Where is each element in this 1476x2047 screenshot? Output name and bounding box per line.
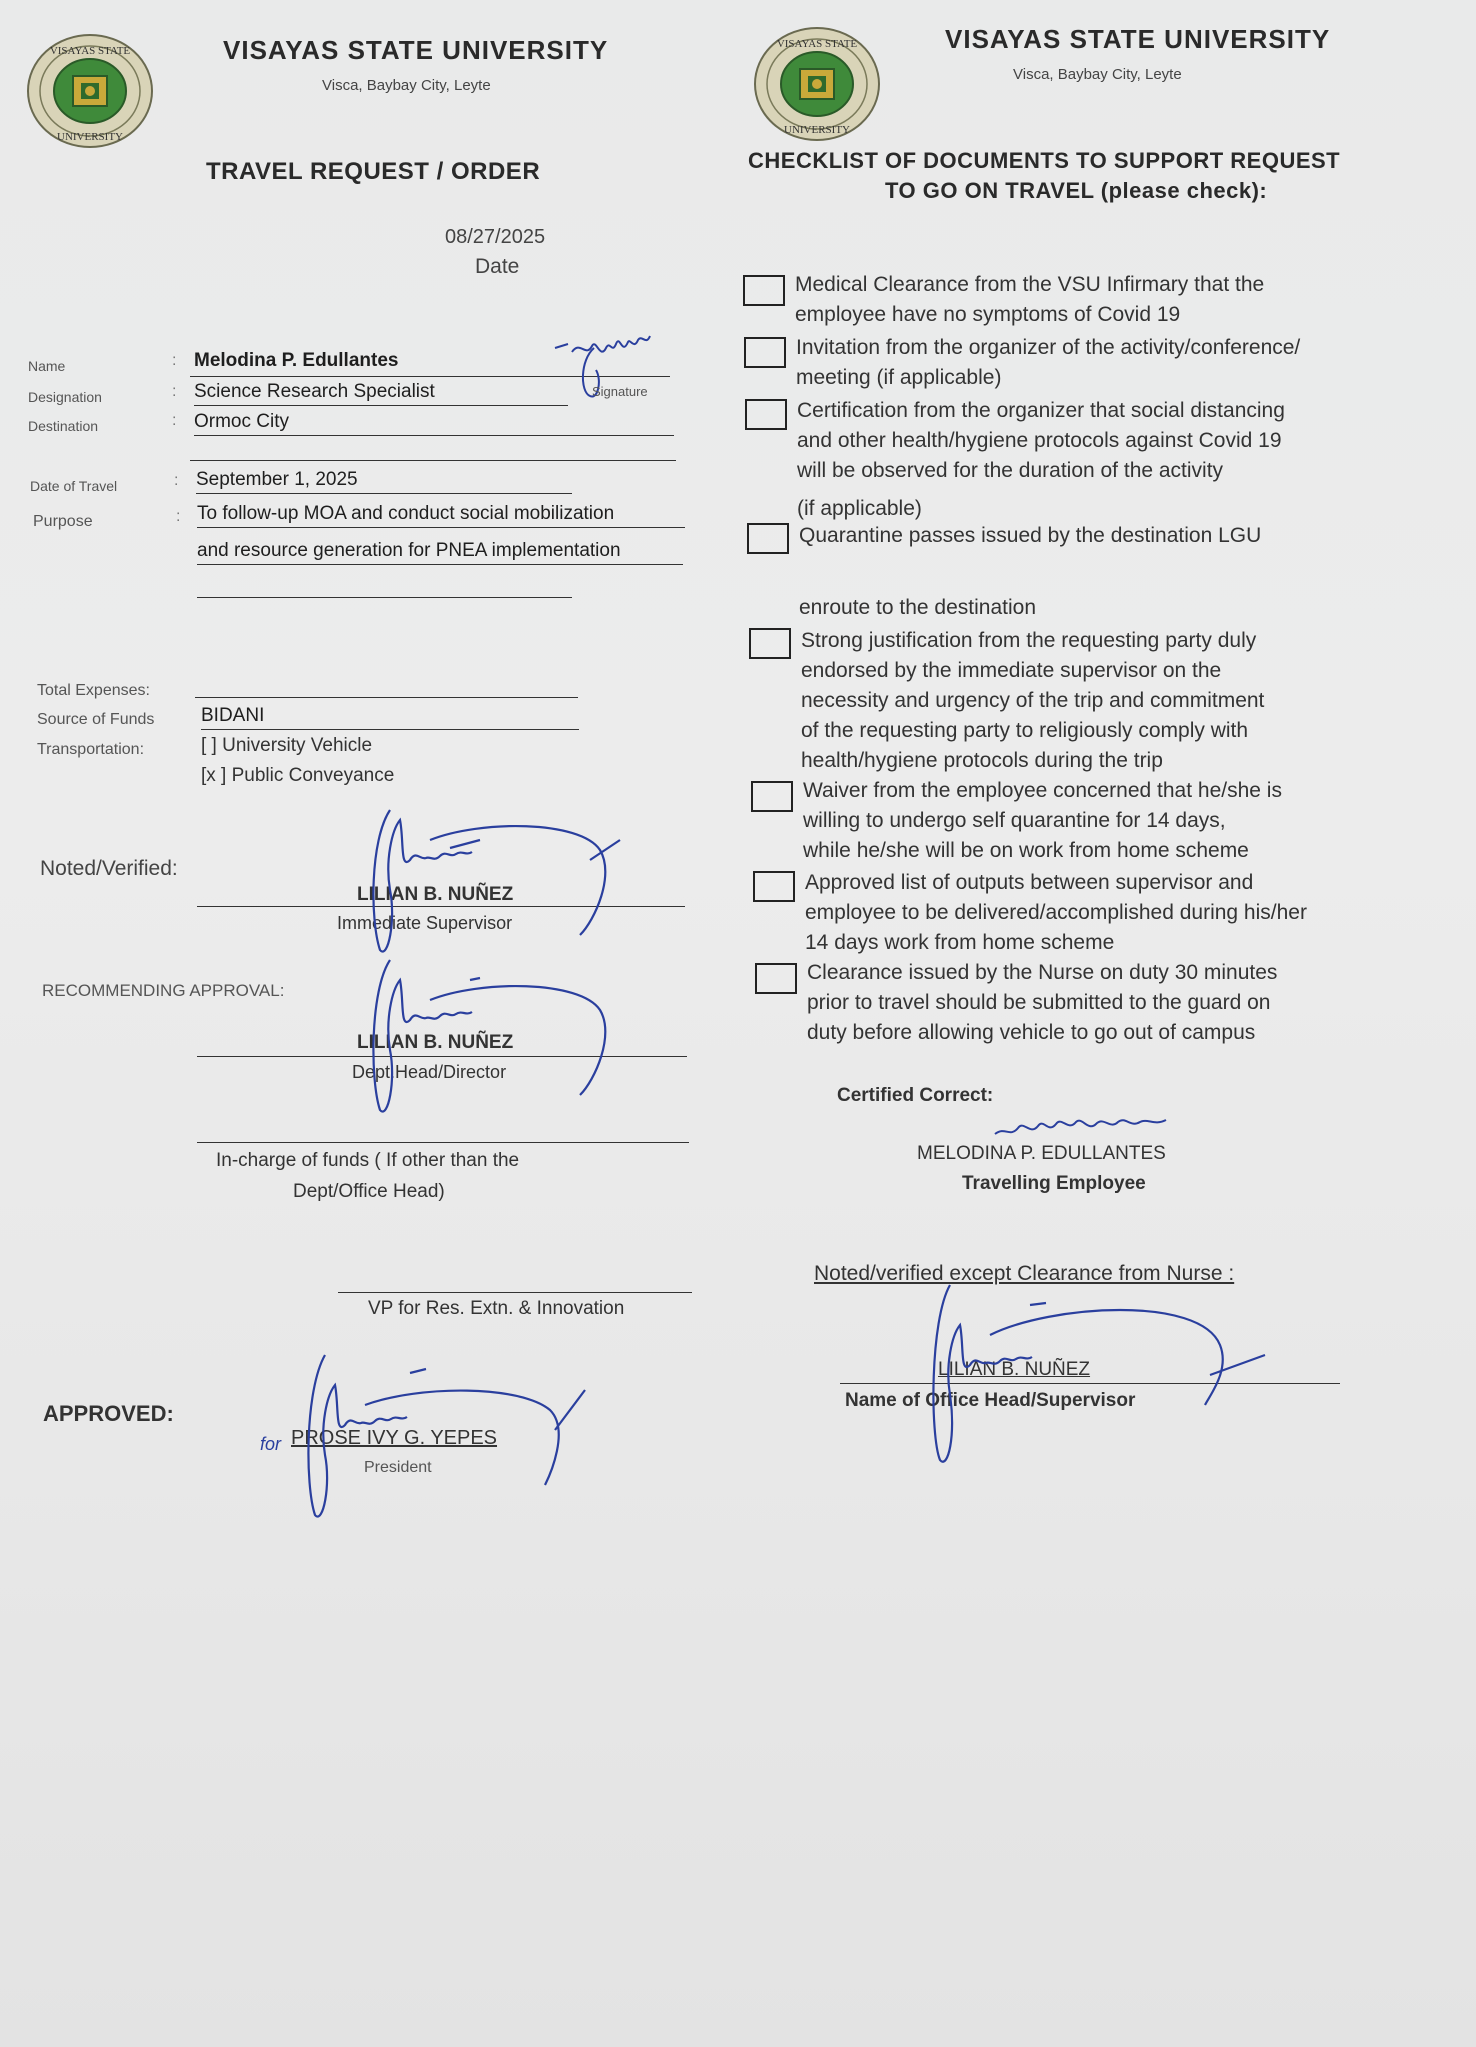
checklist-item-text: endorsed by the immediate supervisor on the: [801, 659, 1222, 682]
checklist-item-text: enroute to the destination: [799, 596, 1037, 619]
checklist-checkbox[interactable]: [745, 399, 787, 430]
university-seal-icon: [25, 32, 155, 150]
checklist-checkbox[interactable]: [743, 275, 785, 306]
dept-head-sign-line: [197, 1056, 687, 1057]
university-seal-right-icon: [752, 25, 882, 143]
colon: :: [172, 352, 177, 369]
svg-text:VISAYAS STATE: VISAYAS STATE: [49, 45, 131, 57]
supervisor-sign-line: [197, 906, 685, 907]
vp-title: VP for Res. Extn. & Innovation: [368, 1298, 625, 1319]
for-mark: for: [260, 1434, 282, 1454]
vp-sign-line: [338, 1292, 692, 1293]
name-underline: [190, 376, 670, 377]
checklist-item-text: (if applicable): [797, 497, 922, 520]
checklist-item-text: prior to travel should be submitted to the guard on: [807, 991, 1271, 1014]
designation-field: Science Research Specialist: [194, 381, 568, 406]
checklist-item-text: Waiver from the employee concerned that he/she is: [803, 779, 1282, 802]
checklist-checkbox[interactable]: [753, 871, 795, 902]
source-of-funds-label: Source of Funds: [37, 711, 155, 728]
colon: :: [172, 412, 177, 429]
blank-line: [197, 597, 572, 598]
office-head-sign-line: [840, 1383, 1340, 1384]
checklist-item-text: duty before allowing vehicle to go out of campus: [807, 1021, 1256, 1044]
checklist-item-text: necessity and urgency of the trip and commitment: [801, 689, 1265, 712]
svg-text:VISAYAS STATE: VISAYAS STATE: [776, 38, 858, 50]
funds-incharge-title-line-1: In-charge of funds ( If other than the: [216, 1150, 520, 1171]
date-label: Date: [475, 255, 520, 278]
svg-text:UNIVERSITY: UNIVERSITY: [57, 131, 123, 143]
checklist-item-text: Clearance issued by the Nurse on duty 30 minutes: [807, 961, 1278, 984]
dept-head-title: Dept.Head/Director: [352, 1062, 507, 1082]
checklist-checkbox[interactable]: [744, 337, 786, 368]
checklist-item-text: Quarantine passes issued by the destination LGU: [799, 524, 1262, 547]
form-title: TRAVEL REQUEST / ORDER: [206, 158, 541, 185]
transport-option-university-vehicle: [ ] University Vehicle: [201, 735, 373, 756]
transport-option-public-conveyance: [x ] Public Conveyance: [201, 765, 395, 786]
svg-text:UNIVERSITY: UNIVERSITY: [784, 124, 850, 136]
employee-name: MELODINA P. EDULLANTES: [917, 1143, 1166, 1164]
name-label: Name: [28, 358, 66, 374]
checklist-item-text: Strong justification from the requesting party duly: [801, 629, 1257, 652]
destination-label: Destination: [28, 418, 99, 434]
university-address-right: Visca, Baybay City, Leyte: [1013, 66, 1182, 83]
colon: :: [176, 508, 181, 525]
university-name: VISAYAS STATE UNIVERSITY: [223, 35, 609, 65]
employee-title: Travelling Employee: [962, 1173, 1146, 1194]
checklist-item-text: of the requesting party to religiously comply with: [801, 719, 1249, 742]
recommending-approval-label: RECOMMENDING APPROVAL:: [42, 981, 285, 1000]
checklist-item-text: will be observed for the duration of the activity: [797, 459, 1224, 482]
university-address: Visca, Baybay City, Leyte: [322, 77, 491, 94]
approved-label: APPROVED:: [43, 1401, 174, 1426]
purpose-line-1: To follow-up MOA and conduct social mobilization: [197, 503, 685, 528]
signature-label: Signature: [592, 384, 648, 399]
funds-incharge-title-line-2: Dept/Office Head): [293, 1181, 445, 1202]
office-head-name: LILIAN B. NUÑEZ: [938, 1359, 1091, 1380]
checklist-checkbox[interactable]: [751, 781, 793, 812]
checklist-checkbox[interactable]: [749, 628, 791, 659]
checklist-item-text: Approved list of outputs between supervisor and: [805, 871, 1254, 894]
checklist-item-text: meeting (if applicable): [796, 366, 1002, 389]
blank-line: [190, 460, 676, 461]
funds-incharge-sign-line: [197, 1142, 689, 1143]
checklist-title-line-2: TO GO ON TRAVEL (please check):: [885, 178, 1268, 203]
checklist-item-text: 14 days work from home scheme: [805, 931, 1115, 954]
checklist-checkbox[interactable]: [755, 963, 797, 994]
checklist-item-text: health/hygiene protocols during the trip: [801, 749, 1163, 772]
president-title: President: [364, 1459, 432, 1476]
president-name: PROSE IVY G. YEPES: [291, 1427, 498, 1449]
employee-initial-signature-icon: [990, 1112, 1190, 1146]
purpose-line-2: and resource generation for PNEA implementation: [197, 540, 683, 565]
checklist-item-text: employee to be delivered/accomplished during his/her: [805, 901, 1307, 924]
checklist-title-line-1: CHECKLIST OF DOCUMENTS TO SUPPORT REQUEST: [748, 148, 1341, 173]
noted-except-nurse: Noted/verified except Clearance from Nurse :: [814, 1262, 1235, 1285]
checklist-item-text: willing to undergo self quarantine for 14 days,: [803, 809, 1226, 832]
supervisor-name: LILIAN B. NUÑEZ: [357, 884, 514, 905]
transportation-label: Transportation:: [37, 741, 145, 758]
date-of-travel-label: Date of Travel: [30, 478, 118, 494]
designation-label: Designation: [28, 389, 102, 405]
office-head-title: Name of Office Head/Supervisor: [845, 1390, 1136, 1411]
supervisor-signature-icon: [330, 800, 630, 960]
checklist-item-text: Medical Clearance from the VSU Infirmary that the: [795, 273, 1265, 296]
date-of-travel-field: September 1, 2025: [196, 469, 572, 494]
purpose-label: Purpose: [33, 513, 93, 530]
checklist-item-text: and other health/hygiene protocols against Covid 19: [797, 429, 1282, 452]
university-name-right: VISAYAS STATE UNIVERSITY: [945, 24, 1331, 54]
noted-verified-label: Noted/Verified:: [40, 857, 178, 880]
destination-field: Ormoc City: [194, 411, 674, 436]
colon: :: [174, 472, 179, 489]
employee-name-field: Melodina P. Edullantes: [194, 350, 399, 371]
supervisor-title: Immediate Supervisor: [337, 913, 513, 933]
total-expenses-label: Total Expenses:: [37, 682, 150, 699]
total-expenses-line: [195, 697, 578, 698]
request-date: 08/27/2025: [445, 226, 546, 248]
dept-head-name: LILIAN B. NUÑEZ: [357, 1032, 514, 1053]
colon: :: [172, 383, 177, 400]
checklist-item-text: while he/she will be on work from home scheme: [803, 839, 1249, 862]
checklist-item-text: Certification from the organizer that social distancing: [797, 399, 1285, 422]
checklist-checkbox[interactable]: [747, 523, 789, 554]
source-of-funds-field: BIDANI: [201, 705, 579, 730]
certified-correct-label: Certified Correct:: [837, 1085, 994, 1106]
checklist-item-text: Invitation from the organizer of the activity/conference/: [796, 336, 1301, 359]
checklist-item-text: employee have no symptoms of Covid 19: [795, 303, 1181, 326]
